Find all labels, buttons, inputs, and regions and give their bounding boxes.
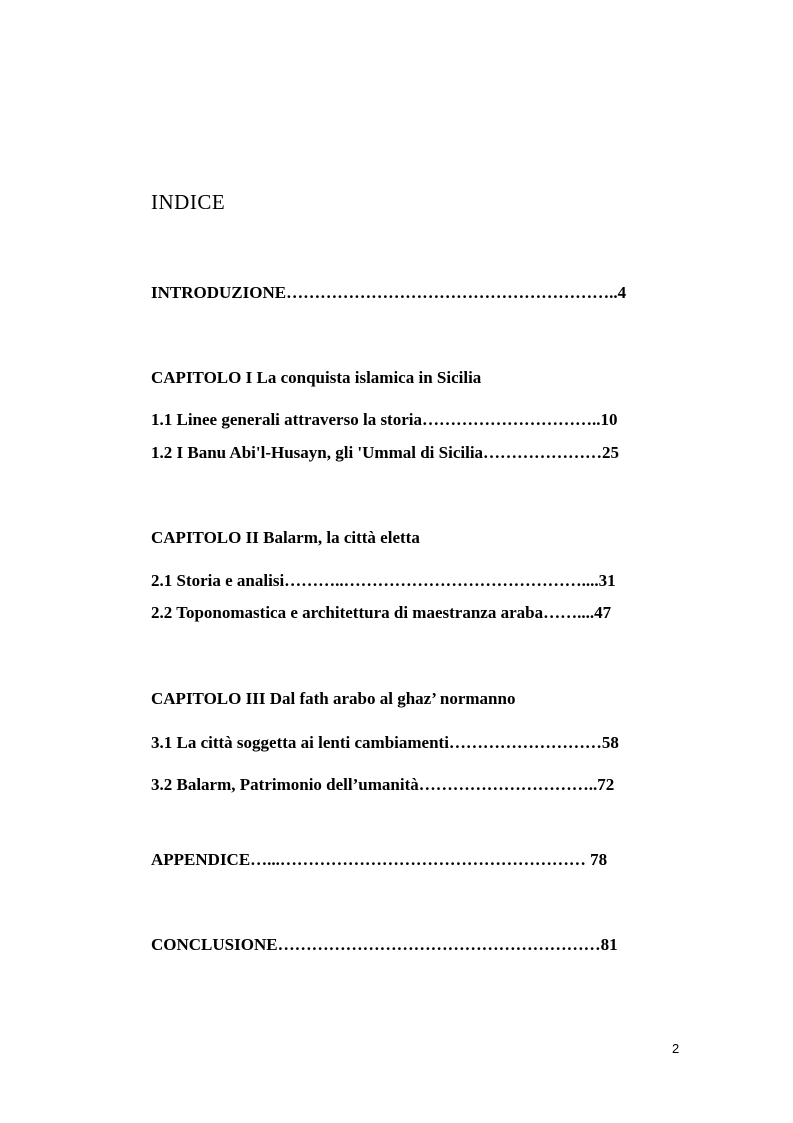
toc-chapter-3-heading: CAPITOLO III Dal fath arabo al ghaz’ normanno (151, 689, 516, 708)
toc-entry-introduzione: INTRODUZIONE…………………………………………………..4 (151, 283, 627, 302)
toc-entry-3-2: 3.2 Balarm, Patrimonio dell’umanità…………………………..72 (151, 775, 615, 794)
toc-chapter-1-heading: CAPITOLO I La conquista islamica in Sicilia (151, 368, 482, 387)
page-number: 2 (672, 1041, 680, 1056)
toc-entry-3-1: 3.1 La città soggetta ai lenti cambiamenti………………………58 (151, 733, 619, 752)
toc-entry-1-2: 1.2 I Banu Abi'l-Husayn, gli 'Ummal di Sicilia…………………25 (151, 443, 620, 462)
toc-chapter-2-heading: CAPITOLO II Balarm, la città eletta (151, 528, 420, 547)
toc-entry-appendice: APPENDICE…...……………………………………………… 78 (151, 850, 608, 869)
toc-entry-2-1: 2.1 Storia e analisi………..……………………………………....31 (151, 571, 616, 590)
index-title: INDICE (151, 190, 226, 214)
toc-entry-1-1: 1.1 Linee generali attraverso la storia…………………………..10 (151, 410, 618, 429)
toc-entry-2-2: 2.2 Toponomastica e architettura di maestranza araba……....47 (151, 603, 612, 622)
toc-entry-conclusione: CONCLUSIONE…………………………………………………81 (151, 935, 618, 954)
